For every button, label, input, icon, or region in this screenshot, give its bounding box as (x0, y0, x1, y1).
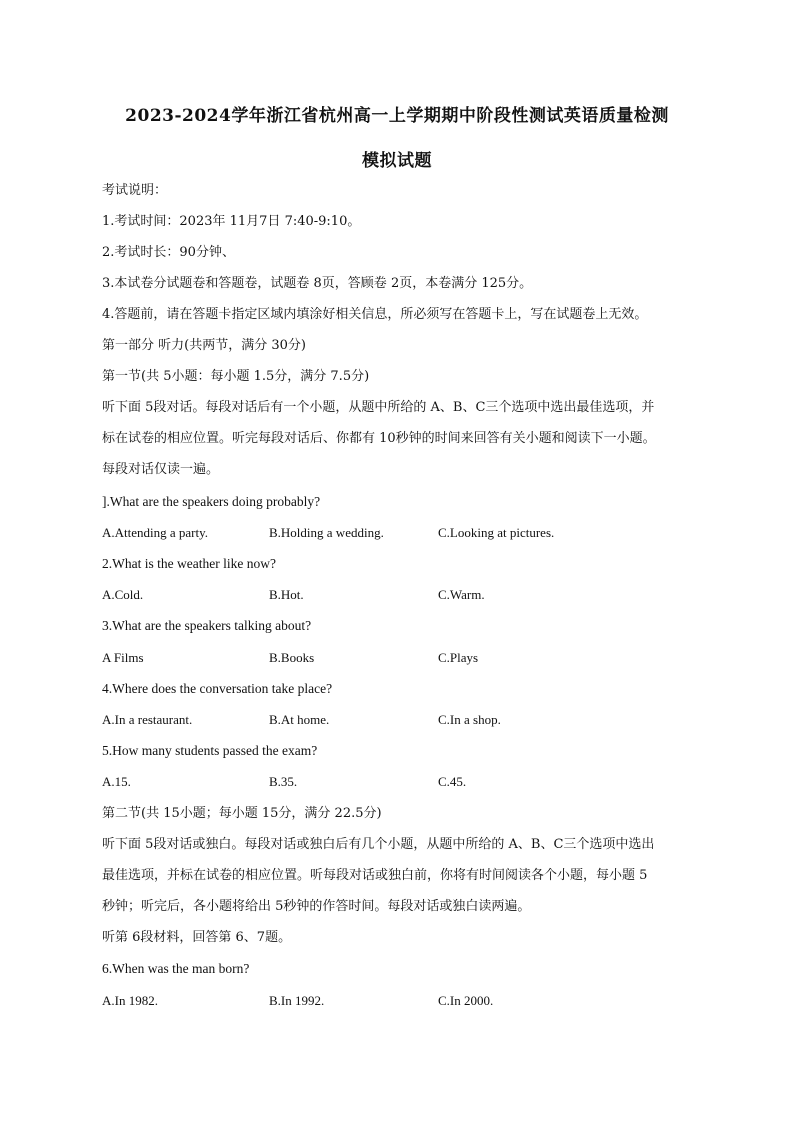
question-5-option-c: C.45. (438, 774, 467, 789)
question-5: 5.How many students passed the exam? (102, 743, 318, 758)
question-6: 6.When was the man born? (102, 961, 250, 976)
question-5-option-a: A.15. (102, 774, 131, 789)
question-1-option-b: B.Holding a wedding. (269, 525, 384, 540)
question-1-option-c: C.Looking at pictures. (438, 525, 555, 540)
question-2: 2.What is the weather like now? (102, 556, 276, 571)
question-6-option-a: A.In 1982. (102, 993, 158, 1008)
question-3-option-a: A Films (102, 650, 144, 665)
question-3-option-c: C.Plays (438, 650, 479, 665)
section1-heading: 第一节(共 5小题：每小题 1.5分，满分 7.5分) (102, 369, 370, 384)
instruction-item: 1.考试时间：2023年 11月7日 7:40-9:10。 (102, 214, 361, 229)
instruction-item: 2.考试时长：90分钟、 (102, 245, 235, 260)
section2-intro-line: 听下面 5段对话或独白。每段对话或独白后有几个小题，从题中所给的 A、B、C三个选项中选出 (102, 837, 655, 852)
part1-heading: 第一部分 听力(共两节，满分 30分) (102, 338, 306, 353)
question-5-option-b: B.35. (269, 774, 298, 789)
instruction-item: 4.答题前，请在答题卡指定区域内填涂好相关信息，所必须写在答题卡上，写在试题卷上无效。 (102, 307, 648, 322)
question-4-option-a: A.In a restaurant. (102, 712, 193, 727)
material-heading: 听第 6段材料，回答第 6、7题。 (102, 930, 292, 945)
question-4: 4.Where does the conversation take place? (102, 681, 333, 696)
question-4-option-c: C.In a shop. (438, 712, 501, 727)
section1-intro-line: 听下面 5段对话。每段对话后有一个小题，从题中所给的 A、B、C三个选项中选出最佳选项，并 (102, 400, 655, 415)
question-2-option-a: A.Cold. (102, 587, 144, 602)
question-1-option-a: A.Attending a party. (102, 525, 209, 540)
question-2-option-c: C.Warm. (438, 587, 485, 602)
instructions-heading: 考试说明： (102, 183, 168, 198)
section1-intro-line: 每段对话仅读一遍。 (102, 462, 220, 477)
document-subtitle: 模拟试题 (362, 151, 432, 171)
instruction-item: 3.本试卷分试题卷和答题卷，试题卷 8页，答顾卷 2页，本卷满分 125分。 (102, 276, 533, 291)
section1-intro-line: 标在试卷的相应位置。听完每段对话后、你都有 10秒钟的时间来回答有关小题和阅读下一小题。 (102, 431, 656, 446)
section2-intro-line: 秒钟；听完后，各小题将给出 5秒钟的作答时间。每段对话或独白读两遍。 (102, 899, 531, 914)
question-3-option-b: B.Books (269, 650, 315, 665)
question-4-option-b: B.At home. (269, 712, 330, 727)
section2-heading: 第二节(共 15小题；每小题 15分，满分 22.5分) (102, 806, 382, 821)
question-2-option-b: B.Hot. (269, 587, 304, 602)
section2-intro-line: 最佳选项，并标在试卷的相应位置。听每段对话或独白前，你将有时间阅读各个小题，每小题 5 (102, 868, 648, 883)
question-6-option-b: B.In 1992. (269, 993, 325, 1008)
question-6-option-c: C.In 2000. (438, 993, 494, 1008)
question-1: ].What are the speakers doing probably? (102, 494, 321, 509)
question-3: 3.What are the speakers talking about? (102, 618, 312, 633)
document-title: 2023-2024学年浙江省杭州高一上学期期中阶段性测试英语质量检测 (125, 106, 669, 126)
